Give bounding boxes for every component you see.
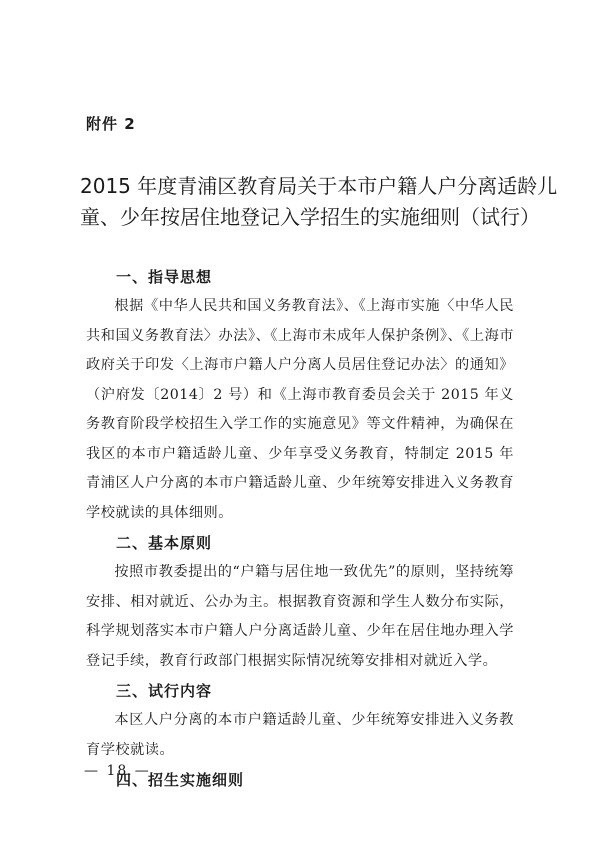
attachment-label: 附件 2 <box>86 115 136 133</box>
section-paragraph-guiding-ideology: 根据《中华人民共和国义务教育法》、《上海市实施〈中华人民共和国义务教育法〉办法》、《上海市未成年人保护条例》、《上海市政府关于印发〈上海市户籍人户分离人员居住登记办法〉的通知》（沪府发〔2014〕2 号）和《上海市教育委员会关于 2015 年义务教育阶段学校招生入学工作的实施意见》等文件精神，为确保在我区的本市户籍适龄儿童、少年享受义务教育，特制定 2015 年青浦区人户分离的本市户籍适龄儿童、少年统筹安排进入义务教育学校就读的具体细则。 <box>86 298 514 521</box>
document-title <box>80 171 558 233</box>
document-body <box>86 262 514 795</box>
document-title-line-2: 童、少年按居住地登记入学招生的实施细则（试行） <box>80 205 540 229</box>
section-paragraph-trial-content: 本区人户分离的本市户籍适龄儿童、少年统筹安排进入义务教育学校就读。 <box>86 712 514 758</box>
section-heading-enrollment-rules: 四、招生实施细则 <box>116 771 245 789</box>
section-heading-guiding-ideology: 一、指导思想 <box>116 268 213 286</box>
section-heading-basic-principles: 二、基本原则 <box>116 534 213 552</box>
section-heading-trial-content: 三、试行内容 <box>116 682 213 700</box>
document-title-line-1: 2015 年度青浦区教育局关于本市户籍人户分离适龄儿 <box>80 174 558 198</box>
page-number: — 18 — <box>84 763 151 779</box>
section-paragraph-basic-principles: 按照市教委提出的“户籍与居住地一致优先”的原则，坚持统筹安排、相对就近、公办为主。根据教育资源和学生人数分布实际，科学规划落实本市户籍人户分离适龄儿童、少年在居住地办理入学登记手续，教育行政部门根据实际情况统筹安排相对就近入学。 <box>86 564 514 669</box>
